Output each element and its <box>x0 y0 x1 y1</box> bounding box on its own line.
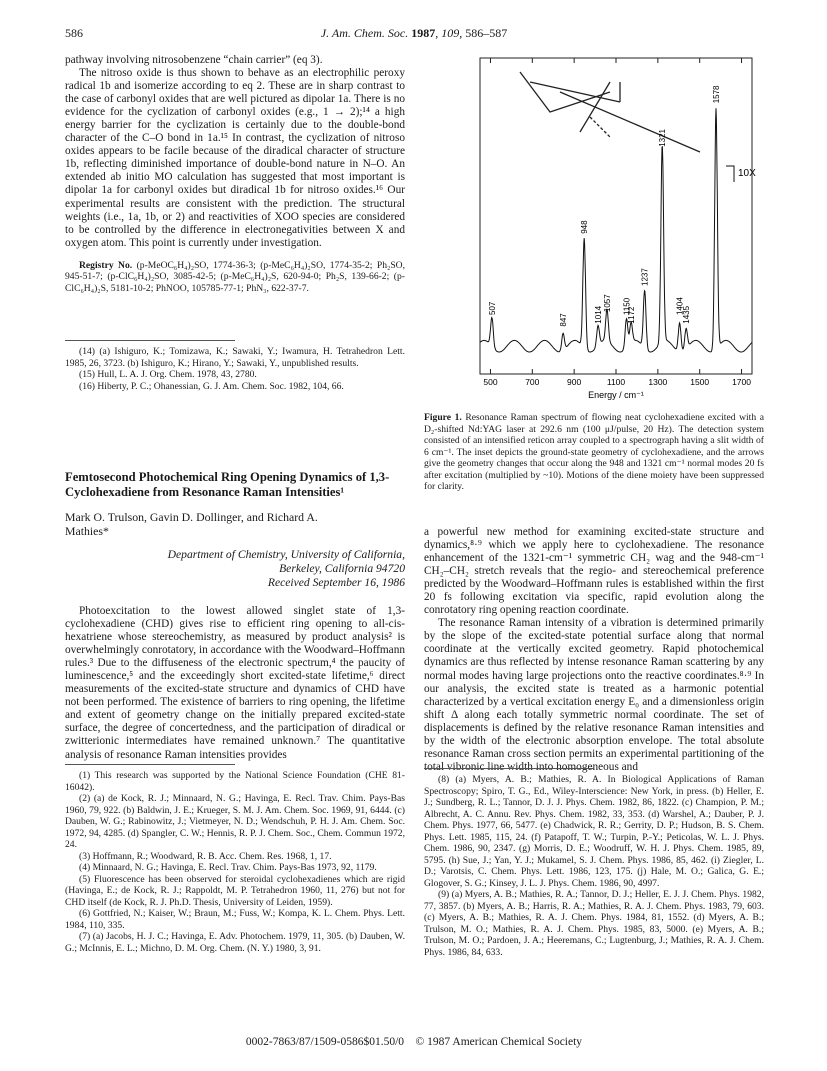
multiplier-bracket <box>726 166 734 182</box>
journal-pages: 586–587 <box>465 26 508 40</box>
peak-label: 1150 <box>622 297 632 315</box>
journal-citation: J. Am. Chem. Soc. 1987, 109, 586–587 <box>320 26 508 40</box>
plot-border <box>480 58 752 374</box>
peak-label: 1578 <box>712 85 722 104</box>
left-column-top <box>65 54 405 294</box>
peak-label: 1057 <box>603 294 613 313</box>
references-14-16 <box>65 346 405 392</box>
footnote-item: (7) (a) Jacobs, H. J. C.; Havinga, E. Adv. Photochem. 1979, 11, 305. (b) Dauben, W. G.; McInnis, E. L.; Michno, D. M. Org. Chem. (N. Y.) 1980, 3, 91. <box>65 931 405 954</box>
paragraph-raman-intensity: The resonance Raman intensity of a vibration is determined primarily by the slope of the excited-state potential surface along that normal coordinate at the vertically excited geometry. Rapid photochemical dynamics are thus reflected by intense resonance Raman scattering by any normal modes having large projections onto the reactive coordinates.⁸·⁹ In our analysis, the excited state is treated as a harmonic potential characterized by a vertical excitation energy E₀ and a dimensionless origin shift Δ along each totally symmetric normal coordinate. The set of displacements is defined by the relative resonance Raman intensities and by the width of the electronic absorption envelope. The total absolute resonance Raman cross section permits an experimental partitioning of the total vibronic line width into homogeneous and <box>424 617 764 773</box>
footnotes-8-9 <box>424 774 764 958</box>
affiliation-line-2: Berkeley, California 94720 <box>279 562 405 575</box>
caption-label: Figure 1. <box>424 412 462 423</box>
arrow-1 <box>590 117 610 137</box>
multiplier-label: 10X <box>738 168 756 179</box>
reference-item: (14) (a) Ishiguro, K.; Tomizawa, K.; Sawaki, Y.; Iwamura, H. Tetrahedron Lett. 1985, 26, 3723. (b) Ishiguro, K.; Hirano, Y.; Sawaki, Y., unpublished results. <box>65 346 405 369</box>
article-intro <box>65 605 405 762</box>
peak-labels <box>488 85 721 327</box>
peak-label: 948 <box>580 220 590 234</box>
footnote-item: (5) Fluorescence has been observed for steroidal cyclohexadienes which are rigid (Havinga, E.; de Kock, R. J.; Rappoldt, M. P. Tetrahedron 1960, 11, 276) but not for CHD itself (de Kock, R. J. Ph.D. Thesis, University of Leiden, 1959). <box>65 873 405 908</box>
journal-name: J. Am. Chem. Soc. <box>320 26 409 40</box>
journal-volume: 109 <box>441 26 460 40</box>
right-rule <box>424 768 594 769</box>
article-title: Femtosecond Photochemical Ring Opening Dynamics of 1,3-Cyclohexadiene from Resonance Raman Intensities¹ <box>65 470 390 499</box>
registry-label: Registry No. <box>79 259 133 271</box>
spectrum-trace-group <box>480 108 752 352</box>
x-tick-label: 1500 <box>690 377 710 387</box>
caption-text: Resonance Raman spectrum of flowing neat cyclohexadiene excited with a D₂-shifted Nd:YAG laser at 292.6 nm (100 μJ/pulse, 20 Hz). The detection system consisted of an intensified reticon array coupled to a spectrograph having a slit width of 6 cm⁻¹. The inset depicts the ground-state geometry of cyclohexadiene, and the arrows give the geometry changes that occur along the 948 and 1321 cm⁻¹ normal modes 20 fs after excitation (multiplied by ~10). Motions of the diene moiety have been suppressed for clarity. <box>424 412 764 492</box>
journal-year: 1987 <box>411 26 436 40</box>
page-number: 586 <box>65 26 83 40</box>
x-tick-label: 900 <box>567 377 582 387</box>
raman-spectrum <box>470 52 762 404</box>
footnote-item: (6) Gottfried, N.; Kaiser, W.; Braun, M.; Fuss, W.; Kompa, K. L. Chem. Phys. Lett. 1984, 110, 335. <box>65 908 405 931</box>
peak-label: 1435 <box>682 305 692 324</box>
paragraph-photoexcitation: Photoexcitation to the lowest allowed singlet state of 1,3-cyclohexadiene (CHD) gives rise to efficient ring opening to all-cis-hexatriene whose stereochemistry, as measured by product analysis² is overwhelmingly conrotatory, in accordance with the Woodward–Hoffmann rules.³ Due to the diffuseness of the electronic spectrum,⁴ the paucity of luminescence,⁵ and the exceedingly short excited-state lifetime,⁶ direct measurements of the excited-state structure and dynamics of CHD have not been performed. The existence of barriers to ring opening, the lifetime and extent of geometry change on the initially prepared excited-state surface, the degree of concertedness, and the participation of diradical or zwitterionic intermediates have remained unknown.⁷ The quantitative analysis of resonance Raman intensities provides <box>65 605 405 761</box>
figure-1 <box>470 52 762 404</box>
peak-label: 847 <box>559 313 569 327</box>
peak-label: 1404 <box>675 297 685 315</box>
peak-label: 507 <box>487 301 497 315</box>
paragraph-continued: pathway involving nitrosobenzene “chain carrier” (eq 3). <box>65 54 323 66</box>
right-column-body <box>424 526 764 774</box>
paragraph-powerful-method: a powerful new method for examining excited-state structure and dynamics,⁸·⁹ which we apply here to cyclohexadiene. The resonance enhancement of the 1321-cm⁻¹ symmetric CH₂ wag and the 948-cm⁻¹ CH₂–CH₂ stretch reveals that the regio- and stereochemical preference predicted by the Woodward–Hoffmann rules is established within the first 20 fs following excitation via specific, rapid evolution along the conrotatory ring opening reaction coordinate. <box>424 526 764 617</box>
affiliation <box>65 548 405 590</box>
reference-item: (15) Hull, L. A. J. Org. Chem. 1978, 43, 2780. <box>79 369 257 380</box>
peak-label: 1172 <box>627 306 637 324</box>
left-rule-1 <box>65 340 235 341</box>
peak-label: 1321 <box>658 129 668 147</box>
x-axis-label: Energy / cm⁻¹ <box>588 390 644 400</box>
affiliation-line-1: Department of Chemistry, University of California, <box>167 548 405 561</box>
peak-label: 1237 <box>640 268 650 286</box>
x-axis-ticks <box>483 58 751 387</box>
page-footer <box>65 1036 763 1048</box>
registry-text: (p-MeOC₆H₄)₂SO, 1774-36-3; (p-MeC₆H₄)₂SO, 1774-35-2; Ph₂SO, 945-51-7; (p-ClC₆H₄)₂SO, 3085-42-5; (p-MeC₆H₄)₂S, 620-94-0; Ph₂S, 139-66-2; (p-ClC₆H₄)₂S, 5181-10-2; PhNOO, 105785-77-1; PhN₃, 622-37-7. <box>65 259 405 294</box>
footer-code: 0002-7863/87/1509-0586$01.50/0 <box>245 1036 405 1048</box>
footnote-item: (3) Hoffmann, R.; Woodward, R. B. Acc. Chem. Res. 1968, 1, 17. <box>79 850 332 862</box>
left-rule-2 <box>65 764 235 765</box>
molecule-inset <box>520 72 700 152</box>
x-tick-label: 700 <box>525 377 540 387</box>
plot-frame <box>480 58 752 374</box>
spectrum-trace <box>480 108 752 352</box>
footer-copyright: © 1987 American Chemical Society <box>415 1036 583 1048</box>
x-tick-label: 1300 <box>648 377 668 387</box>
footnote-item: (9) (a) Myers, A. B.; Mathies, R. A.; Tannor, D. J.; Heller, E. J. J. Chem. Phys. 1982, 77, 3857. (b) Myers, A. B.; Harris, R. A.; Mathies, R. A. J. Chem. Phys. 1983, 79, 603. (c) Myers, A. B.; Mathies, R. A. J. Chem. Phys. 1984, 81, 1552. (d) Myers, A. B.; Trulson, M. O.; Mathies, R. A. J. Chem. Phys. 1985, 83, 5000. (e) Myers, A. B.; Trulson, M. O.; Pardoen, J. A.; Heeremans, C.; Lugtenburg, J.; Mathies, R. A. J. Chem. Phys. 1986, 84, 633. <box>424 889 764 958</box>
article-authors: Mark O. Trulson, Gavin D. Dollinger, and Richard A. Mathies* <box>65 510 318 538</box>
displacement-line <box>560 92 700 152</box>
paragraph-nitroso-oxide: The nitroso oxide is thus shown to behave as an electrophilic peroxy radical 1b and isomerize according to eq 2. These are in sharp contrast to the case of carbonyl oxides that are well pictured as dipolar 1a. There is no evidence for the cyclization of carbonyl oxides (e.g., 1 → 2);¹⁴ a high energy barrier for the cyclization is certainly due to the double-bond character of the C–O bond in 1a.¹⁵ In contrast, the cyclization of nitroso oxides appears to be facile because of the diradical character of structure 1b, reflecting diminished importance of double-bond nature in N–O. An extended ab initio MO calculation has suggested that most important is dipolar 1a for carbonyl oxides but diradical 1b for nitroso oxides.¹⁶ Our experimental results are consistent with the prediction. The structural weights (i.e., 1a, 1b, or 2) and reactivities of XOO species are considered to be controlled by the difference in electronegativities between X and oxygen atom. This point is currently under investigation. <box>65 67 405 249</box>
x-tick-label: 500 <box>483 377 498 387</box>
footnote-item: (2) (a) de Kock, R. J.; Minnaard, N. G.; Havinga, E. Recl. Trav. Chim. Pays-Bas 1960, 79, 922. (b) Baldwin, J. E.; Krueger, S. M. J. Am. Chem. Soc. 1969, 91, 6444. (c) Dauben, W. G.; Rabinowitz, J.; Vietmeyer, N. D.; Wendschuh, P. H. J. Am. Chem. Soc. 1972, 94, 4285. (d) Spangler, C. W.; Hennis, R. P. J. Chem. Soc., Chem. Commun 1972, 24. <box>65 793 405 850</box>
footnote-item: (8) (a) Myers, A. B.; Mathies, R. A. In Biological Applications of Raman Spectroscopy; Spiro, T. G., Ed., Wiley-Interscience: New York, in press. (b) Heller, E. J.; Sundberg, R. L.; Tannor, D. J. J. Phys. Chem. 1982, 86, 1822. (c) Champion, P. M.; Albrecht, A. C. Annu. Rev. Phys. Chem. 1982, 33, 353. (d) Warshel, A.; Dauber, P. J. Chem. Phys. 1977, 66, 5477. (e) Chadwick, R. R.; Gerrity, D. P.; Hudson, B. S. Chem. Phys. Lett. 1985, 115, 24. (f) Patapoff, T. W.; Turpin, P.-Y.; Peticolas, W. L. J. Phys. Chem. 1986, 90, 2347. (g) Morris, D. E.; Woodruff, W. H. J. Phys. Chem. 1985, 89, 5795. (h) Sue, J.; Yan, Y. J.; Mukamel, S. J. Chem. Phys. 1986, 85, 462. (i) Ziegler, L. D.; Varotsis, C. Chem. Phys. Lett. 1986, 123, 175. (j) Hale, M. O.; Galica, G. E.; Glogover, S. G.; Kinsey, J. L. J. Phys. Chem. 1986, 90, 4997. <box>424 774 764 889</box>
x-tick-label: 1700 <box>732 377 751 387</box>
peak-label: 1014 <box>594 305 604 324</box>
footnote-item: (1) This research was supported by the National Science Foundation (CHE 81-16042). <box>65 770 405 793</box>
x-tick-label: 1100 <box>606 377 626 387</box>
ring-bonds <box>520 72 610 112</box>
received-date: Received September 16, 1986 <box>267 576 405 589</box>
reference-item: (16) Hiberty, P. C.; Ohanessian, G. J. Am. Chem. Soc. 1982, 104, 66. <box>79 380 344 392</box>
figure-caption <box>424 412 764 493</box>
footnote-item: (4) Minnaard, N. G.; Havinga, E. Recl. Trav. Chim. Pays-Bas 1973, 92, 1179. <box>79 862 377 873</box>
registry-numbers <box>65 260 405 295</box>
footnotes-1-7 <box>65 770 405 954</box>
running-header <box>65 26 763 42</box>
